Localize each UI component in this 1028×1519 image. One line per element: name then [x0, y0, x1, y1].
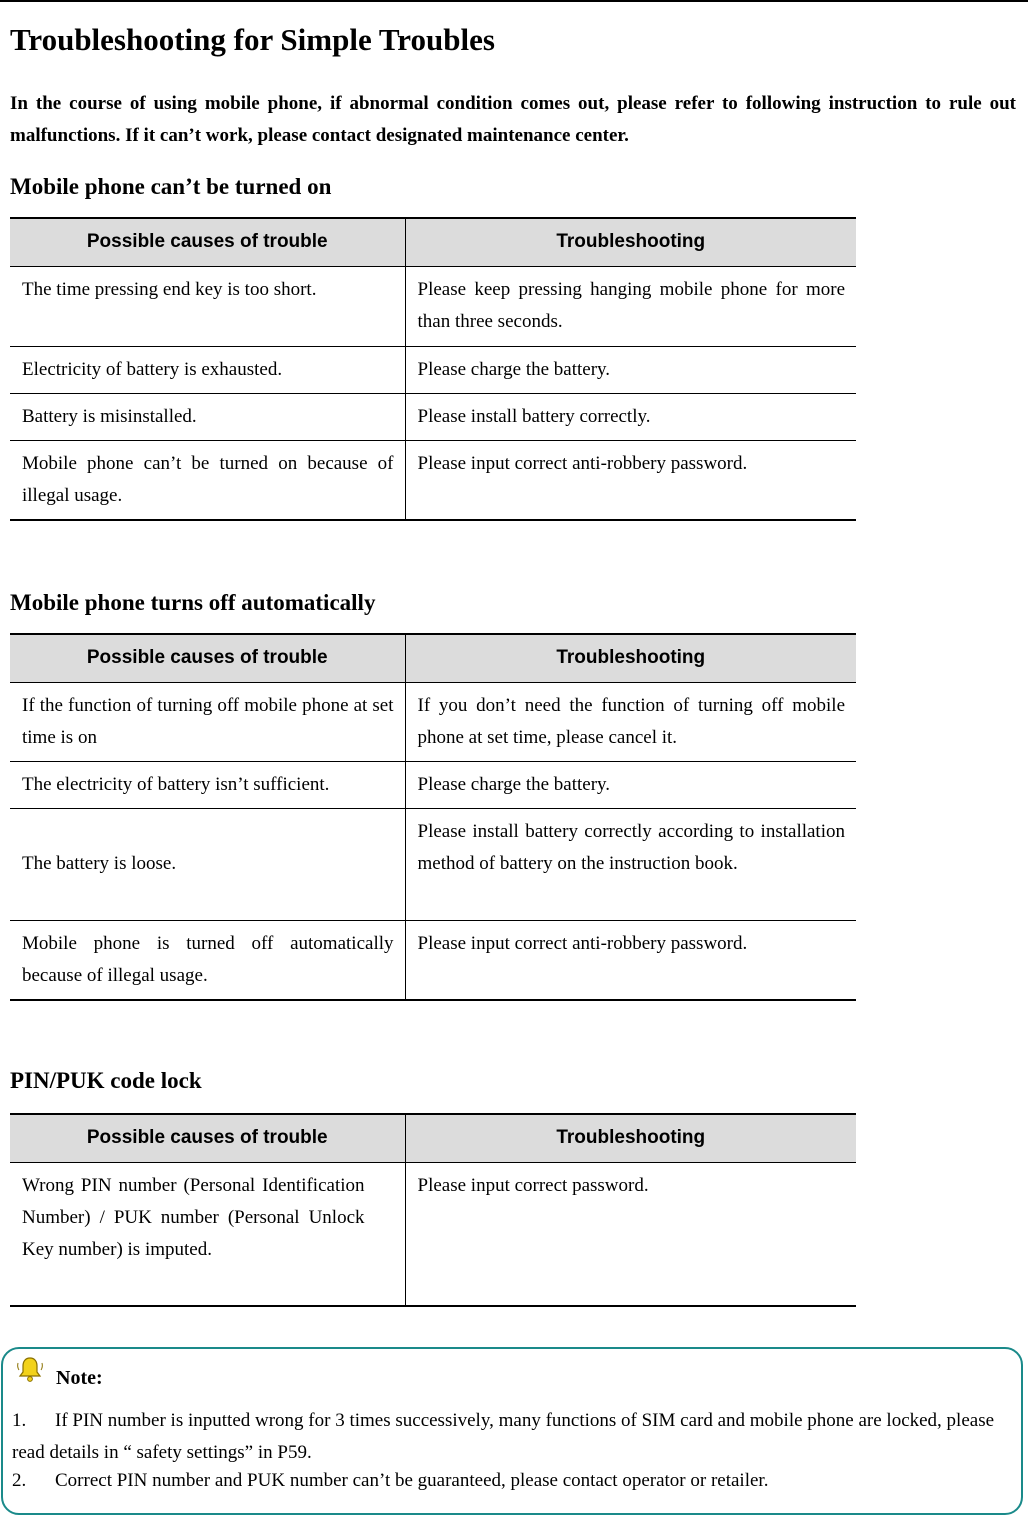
top-rule — [0, 0, 1028, 2]
column-header-causes: Possible causes of trouble — [10, 218, 405, 266]
page-title: Troubleshooting for Simple Troubles — [10, 22, 495, 57]
intro-paragraph: In the course of using mobile phone, if abnormal condition comes out, please refer to following instruction to rule out malfunctions. If it can’t work, please contact designated maintenance center. — [10, 93, 1016, 146]
cause-cell: The time pressing end key is too short. — [10, 266, 405, 346]
note-item-text: Correct PIN number and PUK number can’t be guaranteed, please contact operator or retailer. — [55, 1470, 769, 1491]
solution-cell: Please charge the battery. — [405, 761, 856, 808]
cause-cell: If the function of turning off mobile phone at set time is on — [10, 682, 405, 761]
solution-cell: Please charge the battery. — [405, 346, 856, 393]
cause-cell: Electricity of battery is exhausted. — [10, 346, 405, 393]
table-row — [10, 266, 856, 346]
solution-cell: Please input correct password. — [405, 1162, 856, 1306]
table-row — [10, 808, 856, 920]
table-row — [10, 682, 856, 761]
table-row — [10, 440, 856, 520]
table-row — [10, 1162, 856, 1306]
cause-cell: Wrong PIN number (Personal Identification Number) / PUK number (Personal Unlock Key number) is imputed. — [10, 1162, 405, 1306]
section-title-cannot-turn-on: Mobile phone can’t be turned on — [10, 174, 332, 199]
solution-cell: Please install battery correctly according to installation method of battery on the instruction book. — [405, 808, 856, 920]
note-item-number: 2. — [12, 1470, 27, 1491]
section-title-turns-off-automatically: Mobile phone turns off automatically — [10, 590, 376, 615]
bell-icon — [16, 1355, 44, 1383]
solution-cell: Please input correct anti-robbery password. — [405, 920, 856, 1000]
table-row — [10, 346, 856, 393]
column-header-causes: Possible causes of trouble — [10, 634, 405, 682]
cause-cell: Mobile phone is turned off automatically because of illegal usage. — [10, 920, 405, 1000]
note-item-number: 1. — [12, 1410, 27, 1431]
note-item-text: If PIN number is inputted wrong for 3 times successively, many functions of SIM card and mobile phone are locked, please read details in “ safety settings” in P59. — [12, 1410, 995, 1463]
note-title: Note: — [56, 1367, 103, 1389]
solution-cell: If you don’t need the function of turning off mobile phone at set time, please cancel it. — [405, 682, 856, 761]
column-header-troubleshooting: Troubleshooting — [405, 634, 856, 682]
table-row — [10, 761, 856, 808]
note-item — [12, 1405, 1016, 1469]
section-title-pin-puk-lock: PIN/PUK code lock — [10, 1068, 202, 1093]
table-row — [10, 920, 856, 1000]
table-header-row — [10, 1114, 856, 1162]
solution-cell: Please keep pressing hanging mobile phone for more than three seconds. — [405, 266, 856, 346]
column-header-troubleshooting: Troubleshooting — [405, 218, 856, 266]
table-row — [10, 393, 856, 440]
table-header-row — [10, 634, 856, 682]
table-header-row — [10, 218, 856, 266]
trouble-table-cannot-turn-on — [10, 217, 856, 521]
solution-cell: Please input correct anti-robbery password. — [405, 440, 856, 520]
cause-cell: The battery is loose. — [10, 808, 405, 920]
column-header-troubleshooting: Troubleshooting — [405, 1114, 856, 1162]
cause-cell: Mobile phone can’t be turned on because of illegal usage. — [10, 440, 405, 520]
solution-cell: Please install battery correctly. — [405, 393, 856, 440]
trouble-table-pin-puk-lock — [10, 1113, 856, 1307]
cause-cell: Battery is misinstalled. — [10, 393, 405, 440]
trouble-table-turns-off-automatically — [10, 633, 856, 1001]
note-item — [12, 1465, 1016, 1497]
cause-cell: The electricity of battery isn’t sufficient. — [10, 761, 405, 808]
column-header-causes: Possible causes of trouble — [10, 1114, 405, 1162]
